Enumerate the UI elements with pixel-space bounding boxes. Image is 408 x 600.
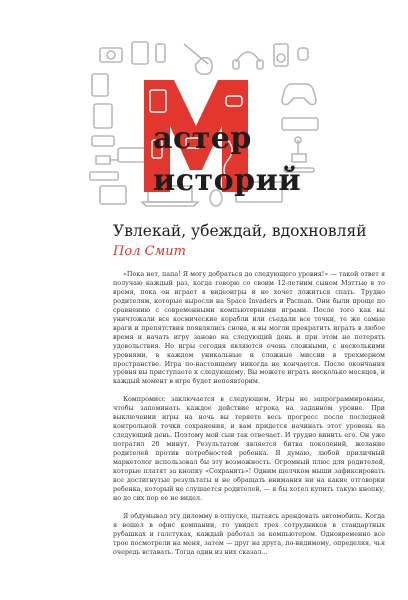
body-paragraph-2: Компромисс заключается в следующем. Игры не запрограммированы, чтобы запоминать каждое действие игрока на заданном уровне. При выключении игры на ночь вы теряете весь прогресс после последней контрольной точки сохранения, и вам придется начинать этот уровень на следующий день. Поэтому мой сын так отвечает. И трудно винить его. Он уже потратил 20 минут. Результатом является битва поколений, желание родителей против потребностей ребенка. Я думаю, любой приличный маркетолог использовал бы эту возможность. Огромный плюс для родителей, которые платят за кнопку «Сохранить»! Одним щелчком мыши зафиксировать все достигнутые результаты и не обращать внимания ни на какие отговорки ребенка, который не слушается родителей, — я бы хотел купить такую кнопку, но до сих пор ее не видел.	[113, 395, 385, 502]
body-paragraph-3: Я обдумывал эту дилемму в отпуске, пытаясь арендовать автомобиль. Когда я вошел в офис компании, то увидел трех сотрудников в стандартных рубашках и галстуках, каждый работал за компьютером. Одновременно все трое посмотрели на меня, затем — друг на друга, по-видимому, определяя, чья очередь вставать. Тогда один из них сказал...	[113, 511, 385, 556]
printer-icon	[118, 148, 146, 162]
headphones-icon	[236, 52, 260, 62]
book-title-line1: астер	[153, 121, 252, 156]
guitar-icon	[184, 44, 212, 74]
controller-icon	[282, 84, 316, 105]
phone-icon	[156, 44, 165, 62]
speaker-cone-icon	[277, 54, 285, 62]
book-title-line2: историй	[153, 163, 302, 198]
watch-icon	[298, 48, 308, 60]
body-text	[113, 270, 385, 557]
usb-icon	[96, 156, 118, 164]
book-icon	[90, 172, 118, 180]
keyboard-icon	[282, 118, 318, 130]
camera-lens-icon	[107, 51, 115, 59]
tablet-small-icon	[100, 186, 126, 204]
book-subtitle: Увлекай, убеждай, вдохновляй	[113, 222, 367, 240]
camera-icon	[100, 48, 122, 62]
book-author: Пол Смит	[113, 244, 186, 259]
calculator-icon	[92, 74, 108, 96]
tablet-icon	[132, 42, 148, 64]
clipboard-icon	[94, 104, 112, 128]
laptop-base-icon	[142, 202, 198, 206]
battery-icon	[92, 136, 114, 146]
body-paragraph-1: «Пока нет, папа! Я могу добраться до следующего уровня!» — такой ответ я получаю каждый раз, когда говорю со своим 12-летним сыном Мэттью в то время, пока он играет в видеоигры и не хочет ложиться спать. Трудно родителям, которые выросли на Space Invaders и Pacman. Они были проще по сравнению с современными компьютерными играми. После того как вы уничтожали все космические корабли или съедали все точки, те же самые враги и препятствия появлялись снова, и вы могли прекратить играть в любое время и начать игру заново на следующий день и при этом не потерять удовольствия. Но игры сегодня являются очень сложными, с несколькими уровнями, в каждом уникальные и сложные миссии в трехмерном пространстве. Игра по-настоящему никогда не кончается. После окончания уровня вы приступаете к следующему. Вы можете играть несколько месяцев, и каждый момент в игре будет непоявторим.	[113, 270, 385, 386]
